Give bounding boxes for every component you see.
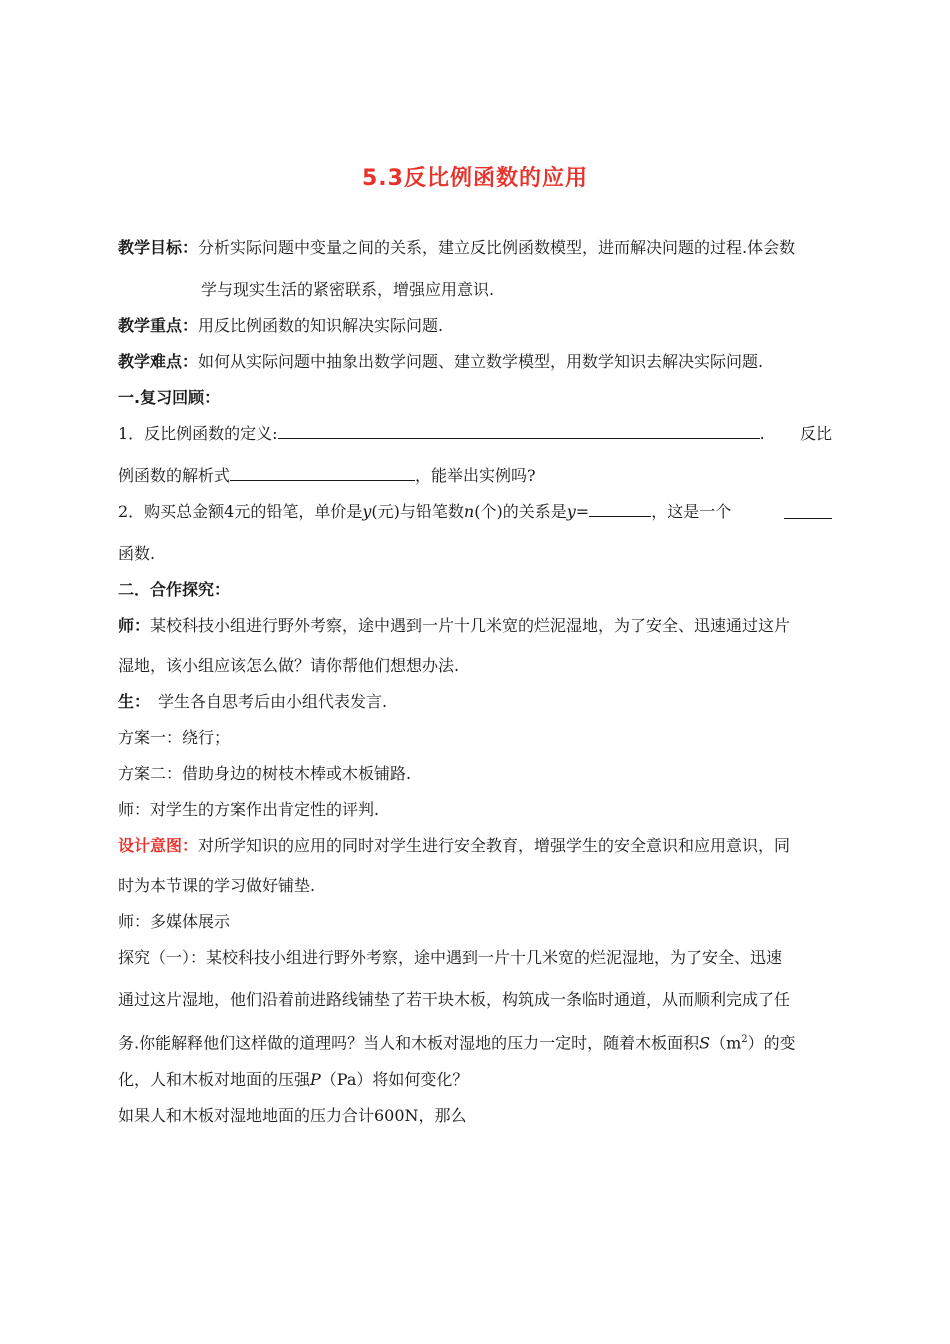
teacher-text-2: 湿地，该小组应该怎么做？请你帮他们想想办法. [118,656,460,675]
difficulty-label: 教学难点： [118,352,199,371]
q1-row-2 [118,466,536,486]
design-text-2: 时为本节课的学习做好铺垫. [118,876,316,895]
q1-blank-definition [278,424,760,439]
key-point-label: 教学重点： [118,316,199,335]
explore-line-4 [118,1070,468,1090]
q1-question: ，能举出实例吗? [415,466,536,485]
difficulty-row [118,352,763,372]
key-point-text: 用反比例函数的知识解决实际问题. [198,316,444,335]
explore-line-4-end: （Pa）将如何变化？ [320,1070,469,1089]
explore-line-2: 通过这片湿地，他们沿着前进路线铺垫了若干块木板，构筑成一条临时通道，从而顺利完成了任 [118,990,791,1009]
student-row [118,692,387,712]
q1-expression-text: 例函数的解析式 [118,466,231,485]
var-s: S [699,1033,711,1053]
q1-row [118,424,832,444]
objectives-text-1: 分析实际问题中变量之间的关系，建立反比例函数模型，进而解决问题的过程.体会数 [198,238,796,257]
objectives-text-2: 学与现实生活的紧密联系，增强应用意识. [201,280,495,299]
explore-line-5: 如果人和木板对湿地地面的压力合计600N，那么 [118,1106,467,1125]
media-display: 师：多媒体展示 [118,912,231,931]
plan-one: 方案一：绕行； [118,728,231,747]
q2-text: 2．购买总金额4元的铅笔，单价是 [118,502,363,521]
key-point-row [118,316,443,336]
q1-continued: 反比 [799,424,832,443]
unit-open: （m [710,1033,742,1053]
explore-line-4-text: 化，人和木板对地面的压强 [118,1070,311,1089]
explore-line-3-text: 务.你能解释他们这样做的道理吗？当人和木板对湿地的压力一定时，随着木板面积 [118,1033,700,1053]
section1-heading: 一.复习回顾： [118,388,221,407]
teacher-text-1: 某校科技小组进行野外考察，途中遇到一片十几米宽的烂泥湿地，为了安全、迅速通过这片 [150,616,791,635]
objectives-row [118,238,795,258]
difficulty-text: 如何从实际问题中抽象出数学问题、建立数学模型，用数学知识去解决实际问题. [198,352,764,371]
q2-text-3: (个)的关系是 [474,502,567,521]
student-text: 学生各自思考后由小组代表发言. [158,692,388,711]
design-row [118,836,790,856]
student-label: 生： [118,692,151,711]
q1-period: . [759,424,765,443]
q2-function: 函数. [118,544,156,563]
unit-sup: 2 [741,1034,748,1045]
q2-row [118,502,832,522]
design-text-1: 对所学知识的应用的同时对学生进行安全教育，增强学生的安全意识和应用意识，同 [198,836,791,855]
teacher-evaluation: 师：对学生的方案作出肯定性的评判. [118,800,380,819]
explore-line-3 [118,1030,796,1053]
q2-blank-type [784,504,832,519]
q2-blank-formula [589,502,651,517]
objectives-label: 教学目标： [118,238,199,257]
explore-line-1: 探究（一）：某校科技小组进行野外考察，途中遇到一片十几米宽的烂泥湿地，为了安全、迅速 [118,948,783,967]
teacher-row [118,616,790,636]
plan-two: 方案二：借助身边的树枝木棒或木板铺路. [118,764,412,783]
var-p: P [310,1070,321,1089]
q1-blank-expression [230,466,415,481]
q2-text-4: ，这是一个 [651,502,732,521]
q2-var-y: y [362,502,372,521]
q2-var-y2: y [566,502,576,521]
q2-equals: = [575,502,590,521]
design-label: 设计意图： [118,836,199,855]
q2-text-2: (元)与铅笔数 [371,502,464,521]
q1-text: 1．反比例函数的定义: [118,424,278,443]
teacher-label: 师： [118,616,151,635]
q2-var-n: n [463,502,475,521]
explore-line-3-end: ）的变 [747,1033,796,1053]
section2-heading: 二．合作探究： [118,580,231,599]
page-title: 5.3反比例函数的应用 [362,166,588,191]
